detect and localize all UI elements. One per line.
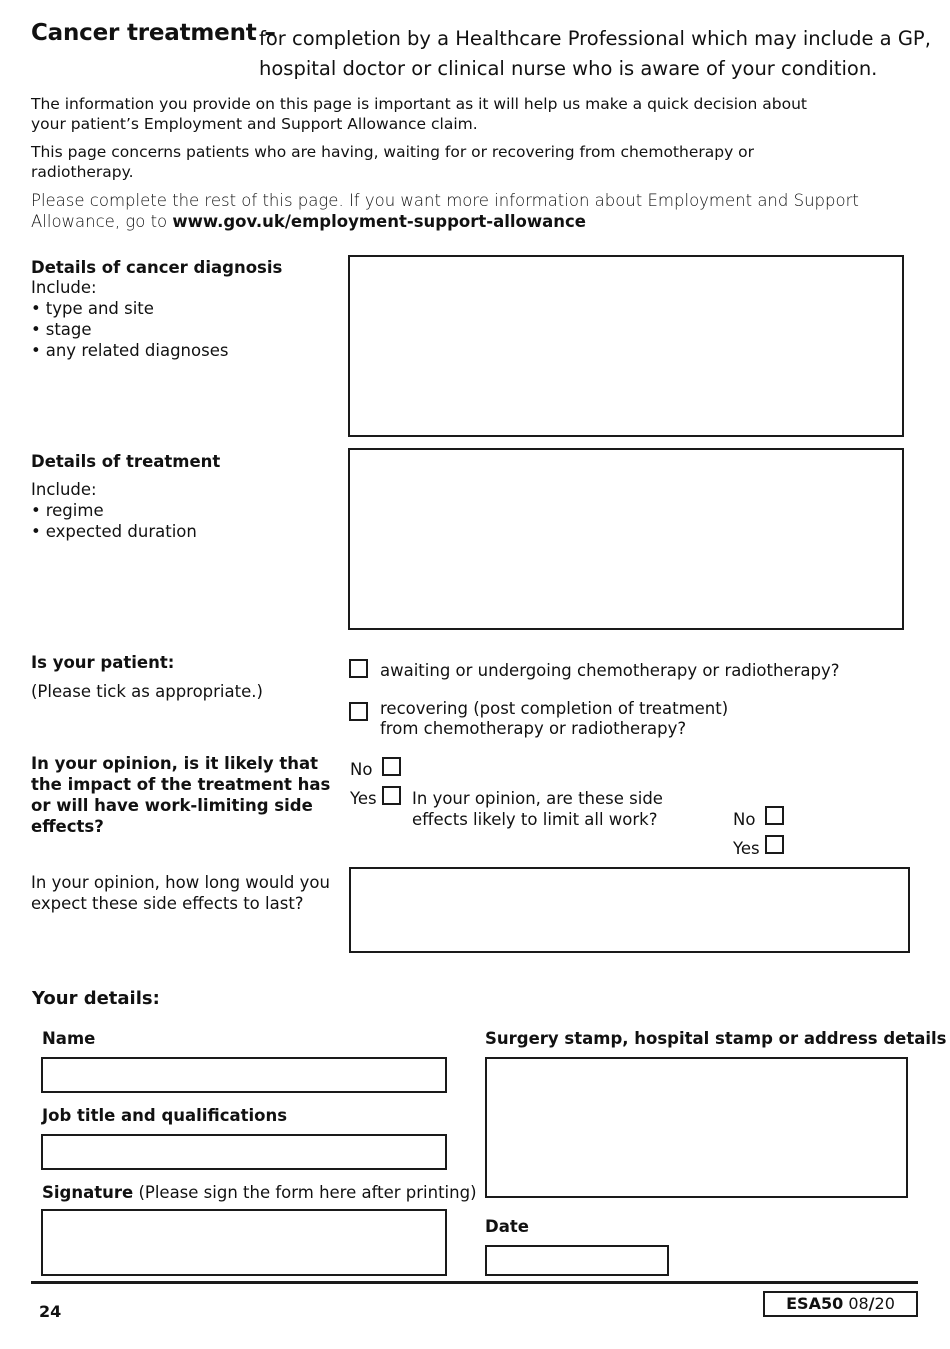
job-title-label: Job title and qualifications: [42, 1106, 288, 1125]
recovering-label-line-1: recovering (post completion of treatment): [380, 699, 729, 718]
limit-all-work-question: In your opinion, are these side effects likely to limit all work?: [412, 789, 663, 829]
duration-field[interactable]: [349, 867, 910, 953]
date-field[interactable]: [485, 1245, 669, 1276]
form-date-separator: /: [868, 1294, 875, 1313]
list-item: • type and site: [31, 298, 331, 319]
signature-label: Signature: [42, 1183, 134, 1202]
form-code-badge: [763, 1291, 918, 1317]
date-label: Date: [485, 1217, 529, 1236]
intro-paragraph-1: The information you provide on this page is important as it will help us make a quick decision about your patient’s Employment and Support Allowance claim.: [31, 95, 808, 133]
job-title-field[interactable]: [41, 1134, 447, 1170]
name-field[interactable]: [41, 1057, 447, 1093]
patient-status-heading: Is your patient:: [31, 653, 175, 672]
signature-field[interactable]: [41, 1209, 447, 1276]
list-item: • any related diagnoses: [31, 340, 331, 361]
form-date-month: 08: [848, 1294, 869, 1313]
limit-all-work-yes-label: Yes: [733, 839, 760, 858]
intro-paragraph-3-text: Please complete the rest of this page. If you want more information about Employment and Support Allowance, go to: [31, 191, 859, 231]
intro-paragraph-3: [31, 190, 911, 232]
side-effects-yes-label: Yes: [350, 789, 377, 808]
intro-paragraph-2: This page concerns patients who are having, waiting for or recovering from chemotherapy or radiotherapy.: [31, 143, 755, 181]
limit-all-work-yes-checkbox[interactable]: [765, 835, 784, 854]
list-item: • expected duration: [31, 521, 331, 542]
signature-hint: (Please sign the form here after printing): [138, 1183, 477, 1202]
diagnosis-heading: Details of cancer diagnosis: [31, 258, 283, 277]
awaiting-treatment-label: awaiting or undergoing chemotherapy or radiotherapy?: [380, 661, 840, 680]
page-number: 24: [39, 1302, 62, 1321]
treatment-include-list: [31, 500, 331, 542]
side-effects-yes-checkbox[interactable]: [382, 786, 401, 805]
recovering-label-line-2: from chemotherapy or radiotherapy?: [380, 719, 687, 738]
limit-all-work-no-checkbox[interactable]: [765, 806, 784, 825]
side-effects-question: In your opinion, is it likely that the impact of the treatment has or will have work-limiting side effects?: [31, 754, 331, 836]
list-item: • regime: [31, 500, 331, 521]
footer-divider: [31, 1281, 918, 1284]
diagnosis-label-block: [31, 258, 331, 361]
page-subtitle: for completion by a Healthcare Professional which may include a GP, hospital doctor or clinical nurse who is aware of your condition.: [259, 27, 931, 80]
your-details-heading: Your details:: [32, 988, 160, 1009]
recovering-label: [380, 699, 728, 739]
form-date-year: 20: [874, 1294, 895, 1313]
patient-status-hint: (Please tick as appropriate.): [31, 682, 263, 701]
list-item: • stage: [31, 319, 331, 340]
treatment-details-field[interactable]: [348, 448, 904, 630]
treatment-label-block: [31, 452, 331, 542]
stamp-label: Surgery stamp, hospital stamp or address details: [485, 1029, 947, 1048]
treatment-heading: Details of treatment: [31, 452, 221, 471]
duration-question: In your opinion, how long would you expect these side effects to last?: [31, 873, 330, 913]
name-label: Name: [42, 1029, 96, 1048]
treatment-include-label: Include:: [31, 480, 97, 499]
recovering-checkbox[interactable]: [349, 702, 368, 721]
signature-label-row: [42, 1183, 477, 1202]
page-title: Cancer treatment –: [31, 20, 276, 46]
diagnosis-include-list: [31, 298, 331, 361]
diagnosis-details-field[interactable]: [348, 255, 904, 437]
form-code: ESA50: [786, 1294, 844, 1313]
side-effects-no-label: No: [350, 760, 373, 779]
stamp-field[interactable]: [485, 1057, 908, 1198]
diagnosis-include-label: Include:: [31, 278, 97, 297]
limit-all-work-no-label: No: [733, 810, 756, 829]
gov-link[interactable]: www.gov.uk/employment-support-allowance: [172, 212, 586, 231]
side-effects-no-checkbox[interactable]: [382, 757, 401, 776]
awaiting-treatment-checkbox[interactable]: [349, 659, 368, 678]
